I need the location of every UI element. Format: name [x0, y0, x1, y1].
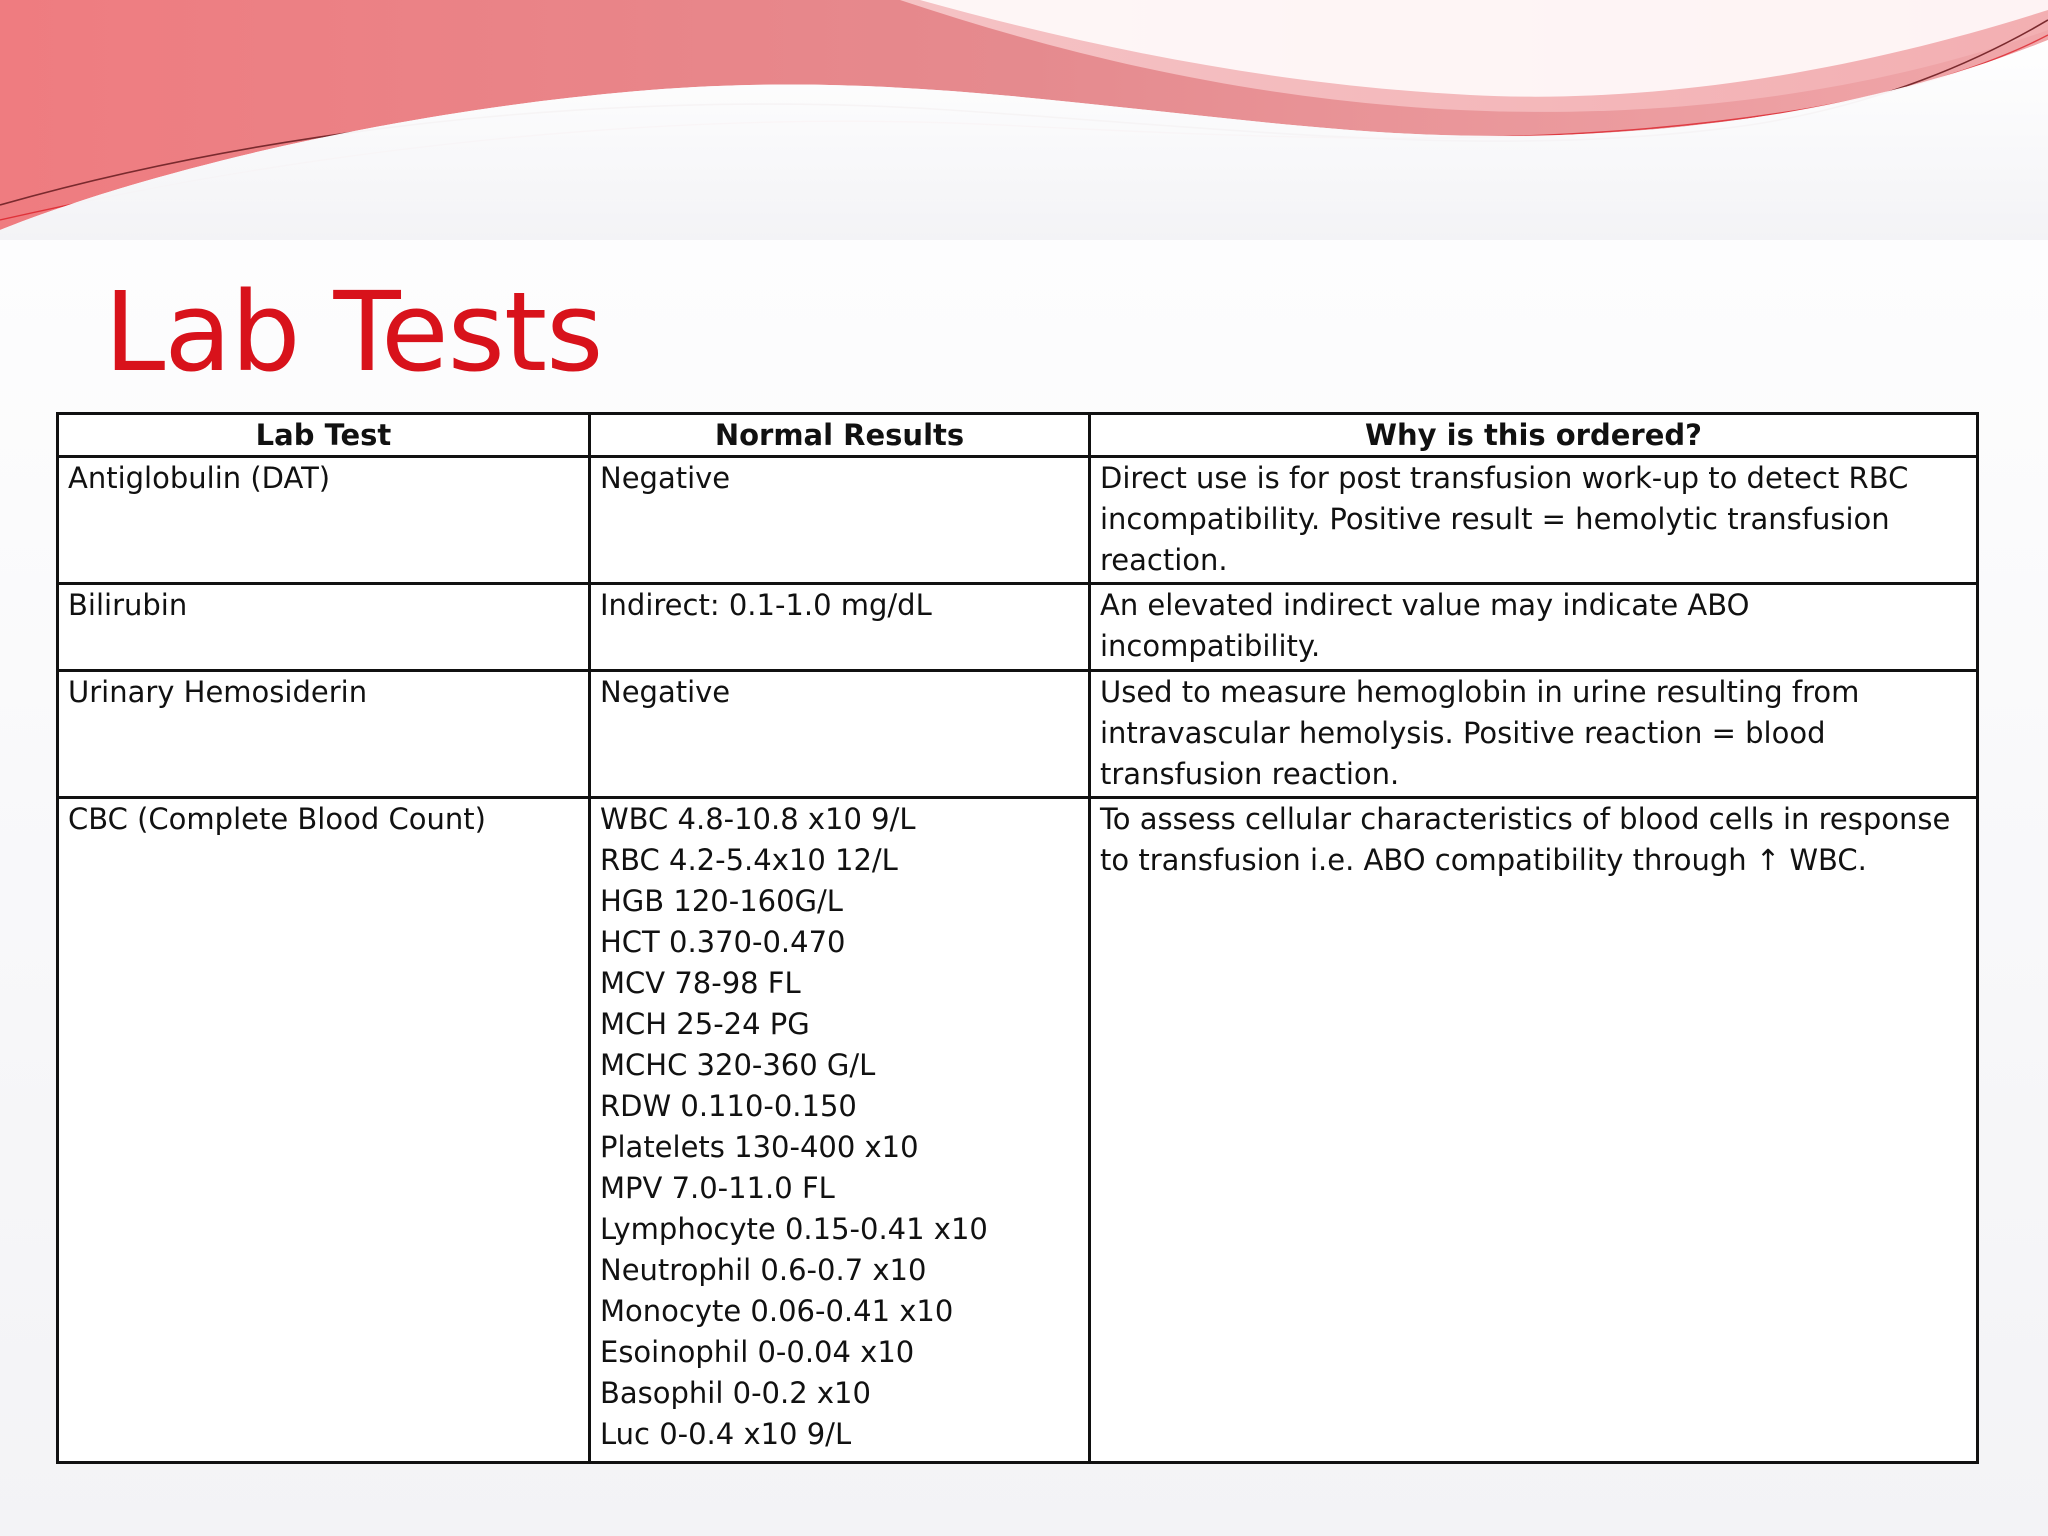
result-line-mcv: MCV 78-98 FL — [600, 966, 801, 1000]
result-line-hct: HCT 0.370-0.470 — [600, 925, 846, 959]
table-row — [58, 584, 1978, 671]
normal-results-cell: Indirect: 0.1-1.0 mg/dL — [590, 584, 1090, 671]
normal-results-cell: Negative — [590, 671, 1090, 798]
result-line-wbc: WBC 4.8-10.8 x10 9/L — [600, 802, 916, 836]
result-line-hgb: HGB 120-160G/L — [600, 884, 843, 918]
result-line-esoinophil: Esoinophil 0-0.04 x10 — [600, 1335, 915, 1369]
why-text-start: To assess cellular characteristics of blood cells in response to transfusion i.e. ABO compatibility through — [1100, 802, 1951, 877]
normal-results-cell — [590, 798, 1090, 1463]
normal-results-cell: Negative — [590, 457, 1090, 584]
result-line-lymphocyte: Lymphocyte 0.15-0.41 x10 — [600, 1212, 988, 1246]
result-line-platelets: Platelets 130-400 x10 — [600, 1130, 919, 1164]
up-arrow-icon: ↑ — [1755, 843, 1781, 877]
table-row — [58, 457, 1978, 584]
result-line-monocyte: Monocyte 0.06-0.41 x10 — [600, 1294, 954, 1328]
lab-tests-table — [56, 412, 1979, 1464]
slide-title: Lab Tests — [104, 268, 603, 396]
why-text-end: WBC. — [1780, 843, 1867, 877]
table-header-row — [58, 414, 1978, 457]
result-line-rdw: RDW 0.110-0.150 — [600, 1089, 857, 1123]
result-line-mchc: MCHC 320-360 G/L — [600, 1048, 876, 1082]
lab-test-cell: Bilirubin — [58, 584, 590, 671]
lab-test-cell: CBC (Complete Blood Count) — [58, 798, 590, 1463]
why-ordered-cell: Used to measure hemoglobin in urine resulting from intravascular hemolysis. Positive reaction = blood transfusion reaction. — [1090, 671, 1978, 798]
result-line-mpv: MPV 7.0-11.0 FL — [600, 1171, 835, 1205]
why-ordered-cell: An elevated indirect value may indicate ABO incompatibility. — [1090, 584, 1978, 671]
result-line-rbc: RBC 4.2-5.4x10 12/L — [600, 843, 898, 877]
header-why-ordered: Why is this ordered? — [1090, 414, 1978, 457]
decorative-wave-banner — [0, 0, 2048, 240]
why-ordered-cell — [1090, 798, 1978, 1463]
header-lab-test: Lab Test — [58, 414, 590, 457]
result-line-basophil: Basophil 0-0.2 x10 — [600, 1376, 871, 1410]
table-row — [58, 671, 1978, 798]
result-line-mch: MCH 25-24 PG — [600, 1007, 810, 1041]
header-normal-results: Normal Results — [590, 414, 1090, 457]
result-line-neutrophil: Neutrophil 0.6-0.7 x10 — [600, 1253, 927, 1287]
table-row — [58, 798, 1978, 1463]
result-line-luc: Luc 0-0.4 x10 9/L — [600, 1417, 852, 1451]
lab-test-cell: Urinary Hemosiderin — [58, 671, 590, 798]
why-ordered-cell: Direct use is for post transfusion work-up to detect RBC incompatibility. Positive result = hemolytic transfusion reaction. — [1090, 457, 1978, 584]
lab-test-cell: Antiglobulin (DAT) — [58, 457, 590, 584]
